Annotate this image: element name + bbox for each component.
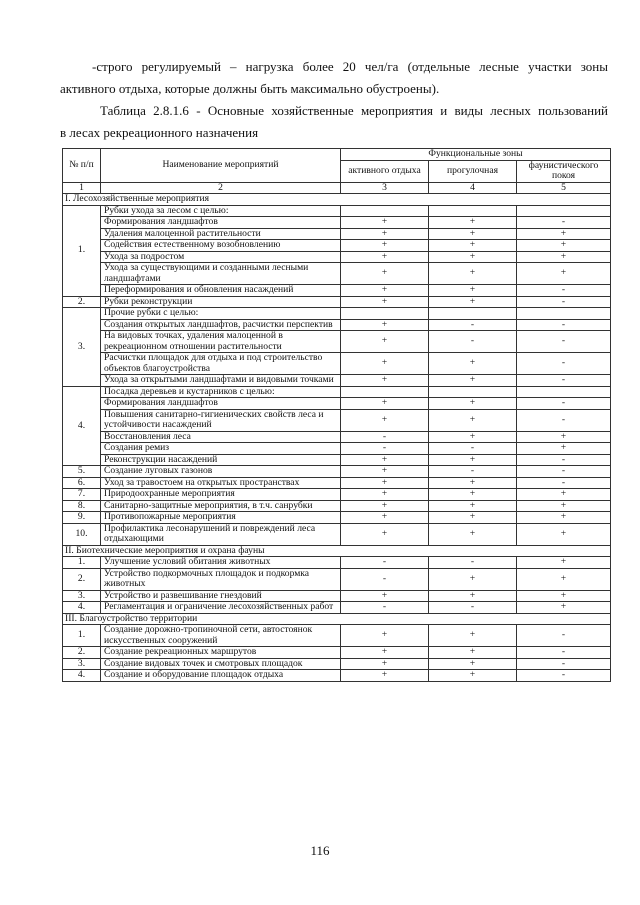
section-title: I. Лесохозяйственные мероприятия bbox=[63, 194, 611, 206]
row-number: 1. bbox=[63, 557, 101, 569]
zone-walking-mark: + bbox=[429, 658, 517, 670]
measure-name: Содействия естественному возобновлению bbox=[101, 240, 341, 252]
measure-name: Санитарно-защитные мероприятия, в т.ч. санрубки bbox=[101, 500, 341, 512]
zone-active-mark: + bbox=[341, 331, 429, 353]
table-row bbox=[63, 670, 611, 682]
zone-active-mark: - bbox=[341, 431, 429, 443]
zone-fauna-mark: + bbox=[517, 523, 611, 545]
measure-name: Устройство подкормочных площадок и подкормка животных bbox=[101, 568, 341, 590]
section-row bbox=[63, 545, 611, 557]
zone-walking-mark-empty bbox=[429, 205, 517, 217]
table-row bbox=[63, 658, 611, 670]
measure-name: Рубки реконструкции bbox=[101, 296, 341, 308]
zone-fauna-mark: - bbox=[517, 658, 611, 670]
row-number: 4. bbox=[63, 386, 101, 466]
zone-walking-mark: + bbox=[429, 454, 517, 466]
zone-fauna-mark-empty bbox=[517, 205, 611, 217]
table-row bbox=[63, 500, 611, 512]
zone-walking-mark: + bbox=[429, 431, 517, 443]
zone-walking-mark: - bbox=[429, 602, 517, 614]
measure-name: Уход за травостоем на открытых пространствах bbox=[101, 477, 341, 489]
zone-walking-mark: + bbox=[429, 375, 517, 387]
table-row bbox=[63, 263, 611, 285]
column-number: 3 bbox=[341, 182, 429, 194]
section-row bbox=[63, 613, 611, 625]
zone-active-mark: + bbox=[341, 647, 429, 659]
measure-name: Устройство и развешивание гнездовий bbox=[101, 590, 341, 602]
measure-name: Создание видовых точек и смотровых площадок bbox=[101, 658, 341, 670]
zone-active-mark: + bbox=[341, 398, 429, 410]
table-row bbox=[63, 398, 611, 410]
column-number-row bbox=[63, 182, 611, 194]
measure-name: Создания ремиз bbox=[101, 443, 341, 455]
row-number: 3. bbox=[63, 308, 101, 387]
header-name: Наименование мероприятий bbox=[101, 149, 341, 183]
table-row bbox=[63, 568, 611, 590]
zone-active-mark-empty bbox=[341, 205, 429, 217]
zone-walking-mark: + bbox=[429, 523, 517, 545]
table-row bbox=[63, 217, 611, 229]
table-row bbox=[63, 454, 611, 466]
zone-walking-mark-empty bbox=[429, 308, 517, 320]
row-number: 3. bbox=[63, 658, 101, 670]
zone-active-mark: + bbox=[341, 523, 429, 545]
intro-line-2: активного отдыха, которые должны быть максимально обустроены). bbox=[60, 81, 440, 96]
zone-active-mark: + bbox=[341, 625, 429, 647]
group-intro-row bbox=[63, 386, 611, 398]
zone-walking-mark: + bbox=[429, 409, 517, 431]
row-number: 4. bbox=[63, 670, 101, 682]
row-number: 10. bbox=[63, 523, 101, 545]
zone-active-mark: + bbox=[341, 353, 429, 375]
table-row bbox=[63, 409, 611, 431]
zone-fauna-mark: - bbox=[517, 454, 611, 466]
zone-fauna-mark: + bbox=[517, 557, 611, 569]
measure-name: Ухода за подростом bbox=[101, 251, 341, 263]
table-row bbox=[63, 375, 611, 387]
zone-walking-mark: + bbox=[429, 398, 517, 410]
section-row bbox=[63, 194, 611, 206]
intro-paragraph bbox=[60, 56, 608, 100]
intro-line-1: -строго регулируемый – нагрузка более 20 чел/га (отдельные лесные участки зоны bbox=[92, 59, 608, 74]
zone-active-mark: + bbox=[341, 454, 429, 466]
measure-name: Создание рекреационных маршрутов bbox=[101, 647, 341, 659]
measure-name: Природоохранные мероприятия bbox=[101, 489, 341, 501]
section-title: III. Благоустройство территории bbox=[63, 613, 611, 625]
measure-name: Формирования ландшафтов bbox=[101, 217, 341, 229]
measure-name: Создания открытых ландшафтов, расчистки перспектив bbox=[101, 319, 341, 331]
zone-active-mark: - bbox=[341, 443, 429, 455]
zone-walking-mark: + bbox=[429, 590, 517, 602]
zone-active-mark: + bbox=[341, 500, 429, 512]
row-number: 9. bbox=[63, 512, 101, 524]
zone-fauna-mark: + bbox=[517, 489, 611, 501]
zone-fauna-mark: - bbox=[517, 285, 611, 297]
zone-walking-mark: - bbox=[429, 466, 517, 478]
zone-active-mark: + bbox=[341, 228, 429, 240]
zone-walking-mark: + bbox=[429, 228, 517, 240]
measure-name: На видовых точках, удаления малоценной в рекреационном отношении растительности bbox=[101, 331, 341, 353]
header-zones: Функциональные зоны bbox=[341, 149, 611, 161]
zone-fauna-mark-empty bbox=[517, 386, 611, 398]
table-row bbox=[63, 590, 611, 602]
column-number: 1 bbox=[63, 182, 101, 194]
zone-active-mark: + bbox=[341, 489, 429, 501]
zone-fauna-mark: - bbox=[517, 466, 611, 478]
measure-name: Регламентация и ограничение лесохозяйственных работ bbox=[101, 602, 341, 614]
column-number: 4 bbox=[429, 182, 517, 194]
zone-fauna-mark: + bbox=[517, 443, 611, 455]
row-number: 5. bbox=[63, 466, 101, 478]
zone-walking-mark: + bbox=[429, 512, 517, 524]
zone-active-mark: + bbox=[341, 319, 429, 331]
measure-name: Создание дорожно-тропиночной сети, автостоянок искусственных сооружений bbox=[101, 625, 341, 647]
zone-active-mark: + bbox=[341, 409, 429, 431]
table-row bbox=[63, 625, 611, 647]
zone-active-mark: + bbox=[341, 240, 429, 252]
measure-name: Улучшение условий обитания животных bbox=[101, 557, 341, 569]
zone-walking-mark: + bbox=[429, 296, 517, 308]
zone-fauna-mark: - bbox=[517, 296, 611, 308]
measure-name: Реконструкции насаждений bbox=[101, 454, 341, 466]
zone-walking-mark: + bbox=[429, 240, 517, 252]
zone-active-mark-empty bbox=[341, 308, 429, 320]
group-intro: Прочие рубки с целью: bbox=[101, 308, 341, 320]
row-number: 2. bbox=[63, 647, 101, 659]
zone-fauna-mark: + bbox=[517, 228, 611, 240]
zone-fauna-mark: - bbox=[517, 331, 611, 353]
measure-name: Удаления малоценной растительности bbox=[101, 228, 341, 240]
zone-fauna-mark: + bbox=[517, 263, 611, 285]
column-number: 2 bbox=[101, 182, 341, 194]
row-number: 1. bbox=[63, 625, 101, 647]
group-intro-row bbox=[63, 205, 611, 217]
group-intro: Посадка деревьев и кустарников с целью: bbox=[101, 386, 341, 398]
group-intro-row bbox=[63, 308, 611, 320]
zone-active-mark: + bbox=[341, 217, 429, 229]
row-number: 7. bbox=[63, 489, 101, 501]
zone-fauna-mark: - bbox=[517, 625, 611, 647]
zone-active-mark: + bbox=[341, 375, 429, 387]
zone-fauna-mark-empty bbox=[517, 308, 611, 320]
zone-active-mark: + bbox=[341, 477, 429, 489]
zone-walking-mark: - bbox=[429, 443, 517, 455]
table-row bbox=[63, 443, 611, 455]
caption-line-1: Таблица 2.8.1.6 - Основные хозяйственные мероприятия и виды лесных пользований bbox=[100, 103, 608, 118]
table-row bbox=[63, 431, 611, 443]
measure-name: Профилактика лесонарушений и повреждений леса отдыхающими bbox=[101, 523, 341, 545]
zone-active-mark: + bbox=[341, 466, 429, 478]
measure-name: Создание и оборудование площадок отдыха bbox=[101, 670, 341, 682]
measures-table bbox=[62, 148, 611, 682]
row-number: 4. bbox=[63, 602, 101, 614]
header-zone-walking: прогулочная bbox=[429, 160, 517, 182]
zone-active-mark: - bbox=[341, 602, 429, 614]
measure-name: Создание луговых газонов bbox=[101, 466, 341, 478]
table-row bbox=[63, 523, 611, 545]
zone-fauna-mark: - bbox=[517, 647, 611, 659]
section-title: II. Биотехнические мероприятия и охрана фауны bbox=[63, 545, 611, 557]
zone-fauna-mark: + bbox=[517, 500, 611, 512]
zone-active-mark: + bbox=[341, 590, 429, 602]
measure-name: Переформирования и обновления насаждений bbox=[101, 285, 341, 297]
zone-fauna-mark: - bbox=[517, 670, 611, 682]
caption-line-2: в лесах рекреационного назначения bbox=[60, 125, 259, 140]
zone-walking-mark: - bbox=[429, 331, 517, 353]
measure-name: Повышения санитарно-гигиенических свойств леса и устойчивости насаждений bbox=[101, 409, 341, 431]
zone-fauna-mark: + bbox=[517, 240, 611, 252]
table-row bbox=[63, 228, 611, 240]
zone-walking-mark: + bbox=[429, 263, 517, 285]
zone-walking-mark: + bbox=[429, 670, 517, 682]
zone-walking-mark: + bbox=[429, 500, 517, 512]
row-number: 2. bbox=[63, 568, 101, 590]
measure-name: Восстановления леса bbox=[101, 431, 341, 443]
zone-fauna-mark: - bbox=[517, 409, 611, 431]
table-row bbox=[63, 296, 611, 308]
table-row bbox=[63, 319, 611, 331]
table-body bbox=[63, 182, 611, 681]
table-row bbox=[63, 647, 611, 659]
measure-name: Ухода за существующими и созданными лесными ландшафтами bbox=[101, 263, 341, 285]
zone-walking-mark: + bbox=[429, 353, 517, 375]
row-number: 1. bbox=[63, 205, 101, 296]
table-row bbox=[63, 331, 611, 353]
table-row bbox=[63, 557, 611, 569]
zone-walking-mark: + bbox=[429, 568, 517, 590]
measure-name: Расчистки площадок для отдыха и под строительство объектов благоустройства bbox=[101, 353, 341, 375]
table-row bbox=[63, 353, 611, 375]
row-number: 2. bbox=[63, 296, 101, 308]
measure-name: Формирования ландшафтов bbox=[101, 398, 341, 410]
zone-fauna-mark: + bbox=[517, 512, 611, 524]
zone-active-mark: + bbox=[341, 263, 429, 285]
zone-fauna-mark: + bbox=[517, 431, 611, 443]
row-number: 6. bbox=[63, 477, 101, 489]
page-number: 116 bbox=[310, 843, 330, 858]
zone-fauna-mark: - bbox=[517, 375, 611, 387]
table-row bbox=[63, 251, 611, 263]
zone-fauna-mark: - bbox=[517, 319, 611, 331]
table-row bbox=[63, 477, 611, 489]
zone-walking-mark: + bbox=[429, 285, 517, 297]
row-number: 8. bbox=[63, 500, 101, 512]
zone-fauna-mark: + bbox=[517, 568, 611, 590]
header-zone-active: активного отдыха bbox=[341, 160, 429, 182]
table-row bbox=[63, 466, 611, 478]
zone-active-mark: + bbox=[341, 658, 429, 670]
zone-fauna-mark: + bbox=[517, 602, 611, 614]
zone-walking-mark: + bbox=[429, 477, 517, 489]
zone-walking-mark: + bbox=[429, 489, 517, 501]
zone-active-mark: + bbox=[341, 512, 429, 524]
zone-walking-mark: + bbox=[429, 217, 517, 229]
zone-active-mark: - bbox=[341, 557, 429, 569]
zone-fauna-mark: - bbox=[517, 217, 611, 229]
zone-walking-mark: - bbox=[429, 557, 517, 569]
header-zone-fauna: фаунистического покоя bbox=[517, 160, 611, 182]
zone-walking-mark: + bbox=[429, 647, 517, 659]
zone-active-mark: + bbox=[341, 285, 429, 297]
zone-walking-mark: + bbox=[429, 251, 517, 263]
column-number: 5 bbox=[517, 182, 611, 194]
row-number: 3. bbox=[63, 590, 101, 602]
zone-fauna-mark: - bbox=[517, 398, 611, 410]
zone-active-mark: - bbox=[341, 568, 429, 590]
zone-fauna-mark: - bbox=[517, 353, 611, 375]
zone-walking-mark: - bbox=[429, 319, 517, 331]
zone-fauna-mark: - bbox=[517, 477, 611, 489]
table-row bbox=[63, 489, 611, 501]
zone-fauna-mark: + bbox=[517, 251, 611, 263]
table-caption bbox=[60, 100, 608, 144]
table-row bbox=[63, 512, 611, 524]
table-row bbox=[63, 602, 611, 614]
zone-active-mark-empty bbox=[341, 386, 429, 398]
table-row bbox=[63, 285, 611, 297]
zone-active-mark: + bbox=[341, 251, 429, 263]
measure-name: Ухода за открытыми ландшафтами и видовыми точками bbox=[101, 375, 341, 387]
zone-walking-mark: + bbox=[429, 625, 517, 647]
zone-active-mark: + bbox=[341, 296, 429, 308]
table-row bbox=[63, 240, 611, 252]
measure-name: Противопожарные мероприятия bbox=[101, 512, 341, 524]
zone-active-mark: + bbox=[341, 670, 429, 682]
header-num: № п/п bbox=[63, 149, 101, 183]
group-intro: Рубки ухода за лесом с целью: bbox=[101, 205, 341, 217]
zone-walking-mark-empty bbox=[429, 386, 517, 398]
zone-fauna-mark: + bbox=[517, 590, 611, 602]
